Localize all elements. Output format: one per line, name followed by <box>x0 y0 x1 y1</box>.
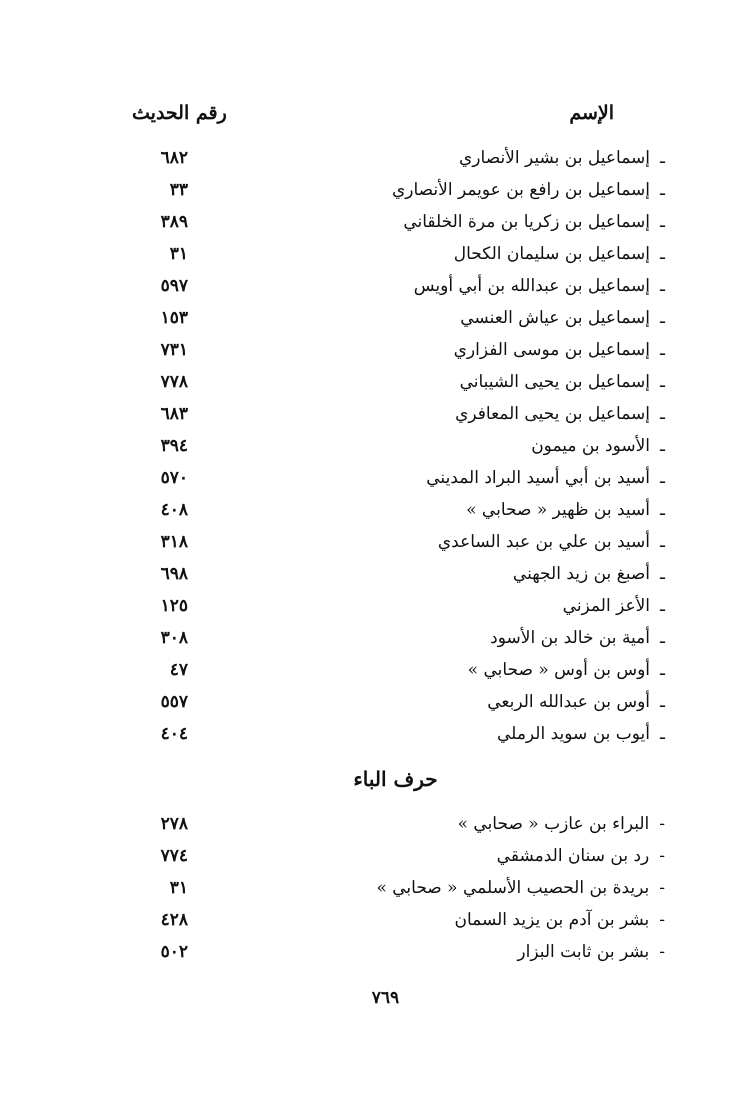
narrator-name: ـإسماعيل بن موسى الفزاري <box>453 340 665 360</box>
index-entry <box>0 466 751 498</box>
narrator-name: -البراء بن عازب « صحابي » <box>457 814 665 834</box>
index-entry <box>0 178 751 210</box>
index-entry <box>0 844 751 876</box>
index-entry <box>0 626 751 658</box>
index-entry <box>0 530 751 562</box>
index-entry <box>0 594 751 626</box>
hadith-number: ٤٠٨ <box>160 500 188 520</box>
narrator-name: ـأصبغ بن زيد الجهني <box>512 564 665 584</box>
index-entry <box>0 306 751 338</box>
index-entry <box>0 242 751 274</box>
hadith-number: ٦٨٢ <box>160 148 188 168</box>
narrator-name: -بريدة بن الحصيب الأسلمي « صحابي » <box>376 878 665 898</box>
index-entry <box>0 370 751 402</box>
hadith-number: ١٥٣ <box>160 308 188 328</box>
hadith-number: ٤٢٨ <box>160 910 188 930</box>
narrator-name: -بشر بن آدم بن يزيد السمان <box>454 910 665 930</box>
hadith-number: ٧٧٤ <box>160 846 188 866</box>
index-entry <box>0 908 751 940</box>
narrator-name: ـإسماعيل بن عبدالله بن أبي أويس <box>413 276 665 296</box>
index-entry <box>0 562 751 594</box>
index-entry <box>0 876 751 908</box>
hadith-number: ٤٠٤ <box>160 724 188 744</box>
narrator-name: ـإسماعيل بن عياش العنسي <box>460 308 665 328</box>
narrator-name: ـإسماعيل بن بشير الأنصاري <box>459 148 665 168</box>
narrator-name: ـأسيد بن ظهير « صحابي » <box>466 500 665 520</box>
index-entry <box>0 658 751 690</box>
hadith-number: ٥٩٧ <box>160 276 188 296</box>
index-entry <box>0 402 751 434</box>
page-number: ٧٦٩ <box>371 988 400 1008</box>
index-entry <box>0 940 751 972</box>
index-entry <box>0 498 751 530</box>
hadith-number: ٦٨٣ <box>160 404 188 424</box>
narrator-name: ـإسماعيل بن سليمان الكحال <box>453 244 665 264</box>
hadith-number: ٥٧٠ <box>160 468 188 488</box>
hadith-number: ٣٣ <box>169 180 188 200</box>
hadith-number: ٦٩٨ <box>160 564 188 584</box>
name-column-header: الإسم <box>569 102 614 124</box>
hadith-number: ٥٥٧ <box>160 692 188 712</box>
hadith-number: ٧٣١ <box>160 340 188 360</box>
hadith-number: ٣٩٤ <box>160 436 188 456</box>
narrator-name: ـأوس بن أوس « صحابي » <box>467 660 665 680</box>
index-entry <box>0 338 751 370</box>
narrator-name: ـإسماعيل بن يحيى الشيباني <box>459 372 665 392</box>
section-heading: حرف الباء <box>353 767 438 791</box>
index-entry <box>0 274 751 306</box>
hadith-number: ٣١٨ <box>160 532 188 552</box>
hadith-number: ٣١ <box>169 244 188 264</box>
narrator-name: ـأيوب بن سويد الرملي <box>497 724 665 744</box>
hadith-number: ٢٧٨ <box>160 814 188 834</box>
narrator-name: ـأوس بن عبدالله الربعي <box>487 692 665 712</box>
narrator-name: ـالأعز المزني <box>562 596 665 616</box>
hadith-number: ١٢٥ <box>160 596 188 616</box>
narrator-name: ـإسماعيل بن رافع بن عويمر الأنصاري <box>391 180 665 200</box>
narrator-name: -بشر بن ثابت البزار <box>517 942 665 962</box>
index-entry <box>0 722 751 754</box>
narrator-name: ـإسماعيل بن زكريا بن مرة الخلقاني <box>403 212 665 232</box>
index-entry <box>0 812 751 844</box>
hadith-number: ٧٧٨ <box>160 372 188 392</box>
narrator-name: ـأسيد بن أبي أسيد البراد المديني <box>426 468 665 488</box>
index-entry <box>0 146 751 178</box>
narrator-name: ـأسيد بن علي بن عبد الساعدي <box>437 532 665 552</box>
hadith-number: ٣٨٩ <box>160 212 188 232</box>
index-entry <box>0 690 751 722</box>
hadith-number: ٤٧ <box>169 660 188 680</box>
hadith-number: ٣٠٨ <box>160 628 188 648</box>
hadith-number: ٣١ <box>169 878 188 898</box>
narrator-name: ـأمية بن خالد بن الأسود <box>490 628 665 648</box>
hadith-number: ٥٠٢ <box>160 942 188 962</box>
index-entry <box>0 434 751 466</box>
index-entry <box>0 210 751 242</box>
narrator-name: -رد بن سنان الدمشقي <box>496 846 665 866</box>
narrator-name: ـإسماعيل بن يحيى المعافري <box>455 404 665 424</box>
narrator-name: ـالأسود بن ميمون <box>531 436 665 456</box>
hadith-number-column-header: رقم الحديث <box>132 102 227 124</box>
